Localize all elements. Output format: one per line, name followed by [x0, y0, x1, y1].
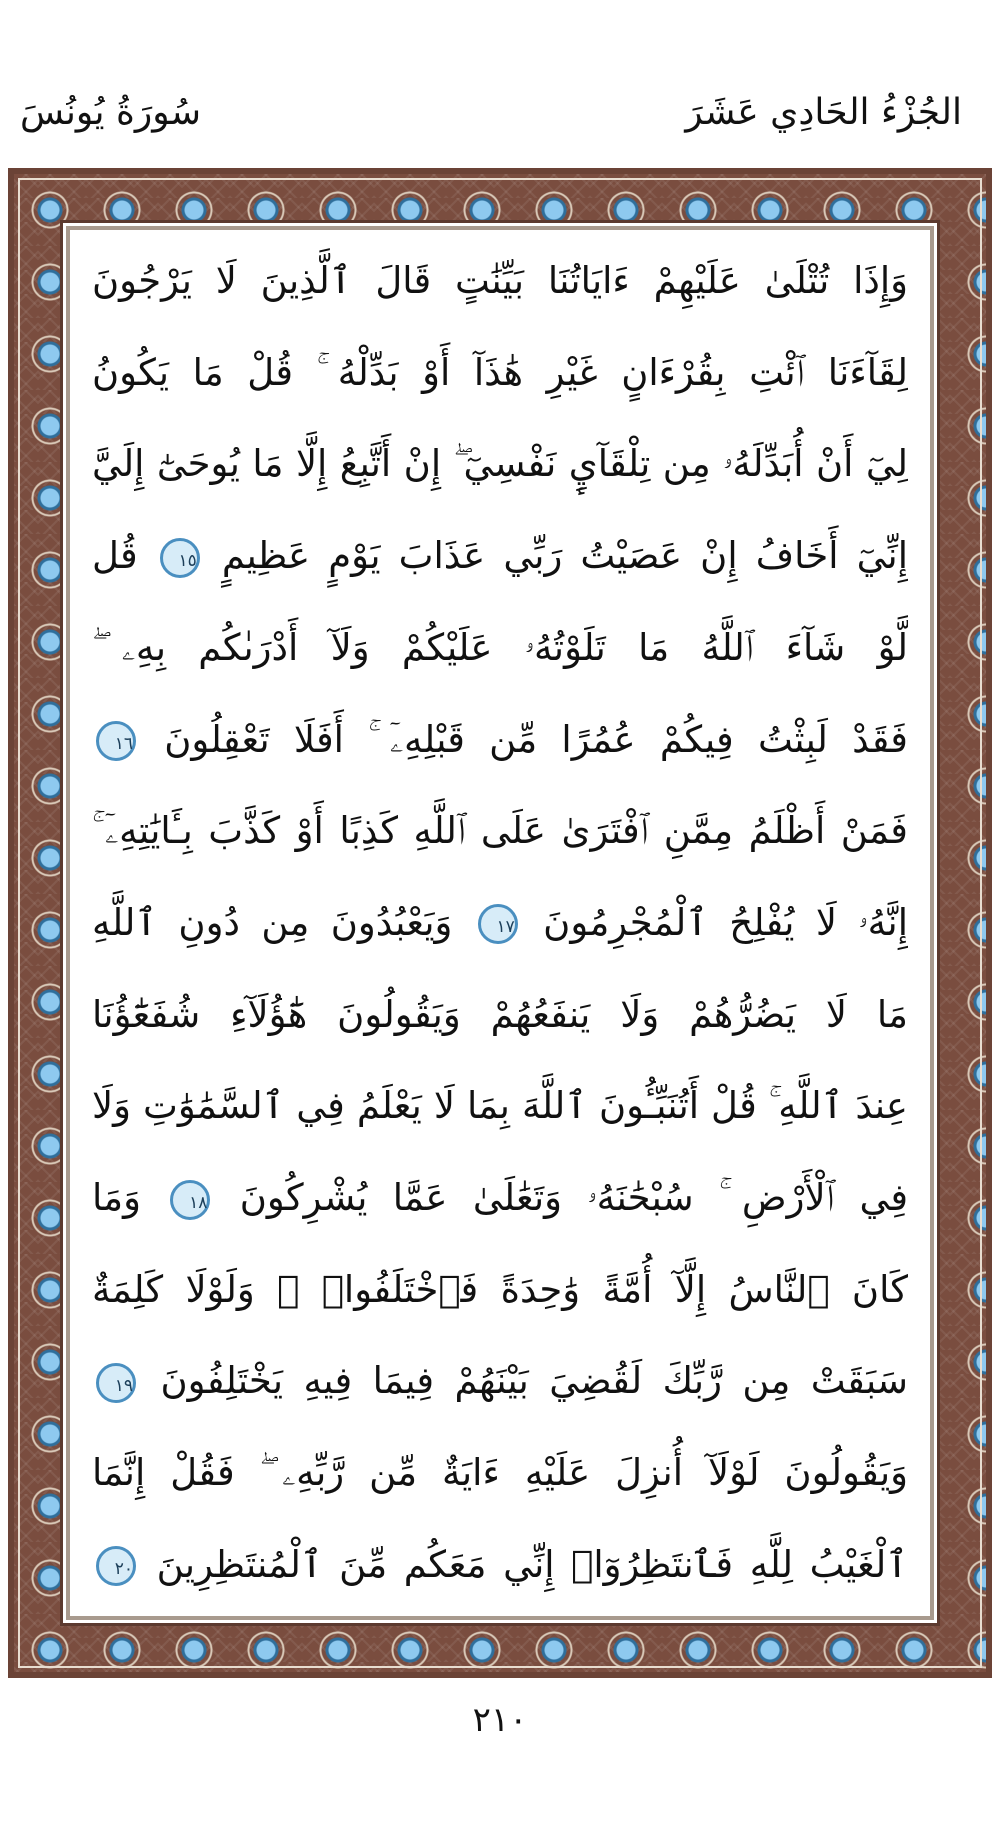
verse-text: فَمَنْ أَظْلَمُ مِمَّنِ ٱفْتَرَىٰ عَلَى ٱللَّهِ كَذِبًا أَوْ كَذَّبَ بِـَٔايَٰتِهِۦٓ ۚ [92, 809, 908, 853]
ayah-number-marker: ٢٠ [96, 1546, 136, 1586]
verse-line [92, 1342, 908, 1420]
text-area [66, 226, 934, 1620]
verse-line [92, 1159, 908, 1237]
verse-line [92, 1526, 908, 1604]
ayah-number-marker: ١٨ [170, 1180, 210, 1220]
verse-text: ٱلْغَيْبُ لِلَّهِ فَٱنتَظِرُوٓا۟ إِنِّي مَعَكُم مِّنَ ٱلْمُنتَظِرِينَ [156, 1542, 908, 1586]
verse-text: عِندَ ٱللَّهِ ۚ قُلْ أَتُنَبِّـُٔونَ ٱللَّهَ بِمَا لَا يَعْلَمُ فِي ٱلسَّمَٰوَٰتِ وَلَا [92, 1084, 908, 1128]
ayah-number-marker: ١٦ [96, 721, 136, 761]
juz-title: الجُزْءُ الحَادِي عَشَرَ [685, 92, 962, 133]
page-header [0, 0, 1000, 160]
verse-text-continuation: وَيَعْبُدُونَ مِن دُونِ ٱللَّهِ [92, 900, 453, 944]
verse-text: كَانَ ٱلنَّاسُ إِلَّآ أُمَّةً وَٰحِدَةً فَٱخْتَلَفُوا۟ ۚ وَلَوْلَا كَلِمَةٌ [92, 1267, 908, 1311]
ornamental-frame [8, 168, 992, 1678]
verse-text-continuation: قُل [92, 534, 138, 578]
verse-text: إِنَّهُۥ لَا يُفْلِحُ ٱلْمُجْرِمُونَ [543, 900, 908, 944]
verse-text: وَإِذَا تُتْلَىٰ عَلَيْهِمْ ءَايَاتُنَا بَيِّنَٰتٍ قَالَ ٱلَّذِينَ لَا يَرْجُونَ [92, 259, 908, 302]
verse-line [92, 792, 908, 870]
ayah-number-marker: ١٧ [478, 904, 518, 944]
verse-line [92, 1067, 908, 1145]
verse-line [92, 609, 908, 687]
verse-text: وَيَقُولُونَ لَوْلَآ أُنزِلَ عَلَيْهِ ءَايَةٌ مِّن رَّبِّهِۦ ۖ فَقُلْ إِنَّمَا [92, 1451, 908, 1495]
verse-text: لِقَآءَنَا ٱئْتِ بِقُرْءَانٍ غَيْرِ هَٰذَآ أَوْ بَدِّلْهُ ۚ قُلْ مَا يَكُونُ [92, 350, 908, 394]
verse-line [92, 976, 908, 1054]
verse-text: مَا لَا يَضُرُّهُمْ وَلَا يَنفَعُهُمْ وَيَقُولُونَ هَٰٓؤُلَآءِ شُفَعَٰٓؤُنَا [92, 992, 908, 1036]
ayah-number-marker: ١٥ [160, 538, 200, 578]
ayah-number-marker: ١٩ [96, 1363, 136, 1403]
verse-line [92, 1251, 908, 1329]
verse-line [92, 701, 908, 779]
verse-text: سَبَقَتْ مِن رَّبِّكَ لَقُضِيَ بَيْنَهُمْ فِيمَا فِيهِ يَخْتَلِفُونَ [160, 1359, 908, 1403]
verse-line [92, 517, 908, 595]
surah-title: سُورَةُ يُونُسَ [20, 92, 201, 133]
page-number: ٢١٠ [472, 1700, 528, 1740]
verse-line [92, 884, 908, 962]
verse-line [92, 1434, 908, 1512]
verse-line [92, 334, 908, 412]
verse-block [92, 242, 908, 1604]
verse-line [92, 425, 908, 503]
verse-line [92, 242, 908, 320]
verse-text: إِنِّيٓ أَخَافُ إِنْ عَصَيْتُ رَبِّي عَذَابَ يَوْمٍ عَظِيمٍ [221, 534, 908, 578]
verse-text: فِي ٱلْأَرْضِ ۚ سُبْحَٰنَهُۥ وَتَعَٰلَىٰ عَمَّا يُشْرِكُونَ [239, 1176, 908, 1220]
verse-text-continuation: وَمَا [92, 1176, 141, 1220]
verse-text: لِيٓ أَنْ أُبَدِّلَهُۥ مِن تِلْقَآيِٕ نَفْسِيٓ ۖ إِنْ أَتَّبِعُ إِلَّا مَا يُوحَىٰٓ إِلَيَّ [92, 442, 908, 486]
verse-text: فَقَدْ لَبِثْتُ فِيكُمْ عُمُرًا مِّن قَبْلِهِۦٓ ۚ أَفَلَا تَعْقِلُونَ [164, 717, 908, 761]
verse-text: لَّوْ شَآءَ ٱللَّهُ مَا تَلَوْتُهُۥ عَلَيْكُمْ وَلَآ أَدْرَىٰكُم بِهِۦ ۖ [92, 625, 908, 669]
